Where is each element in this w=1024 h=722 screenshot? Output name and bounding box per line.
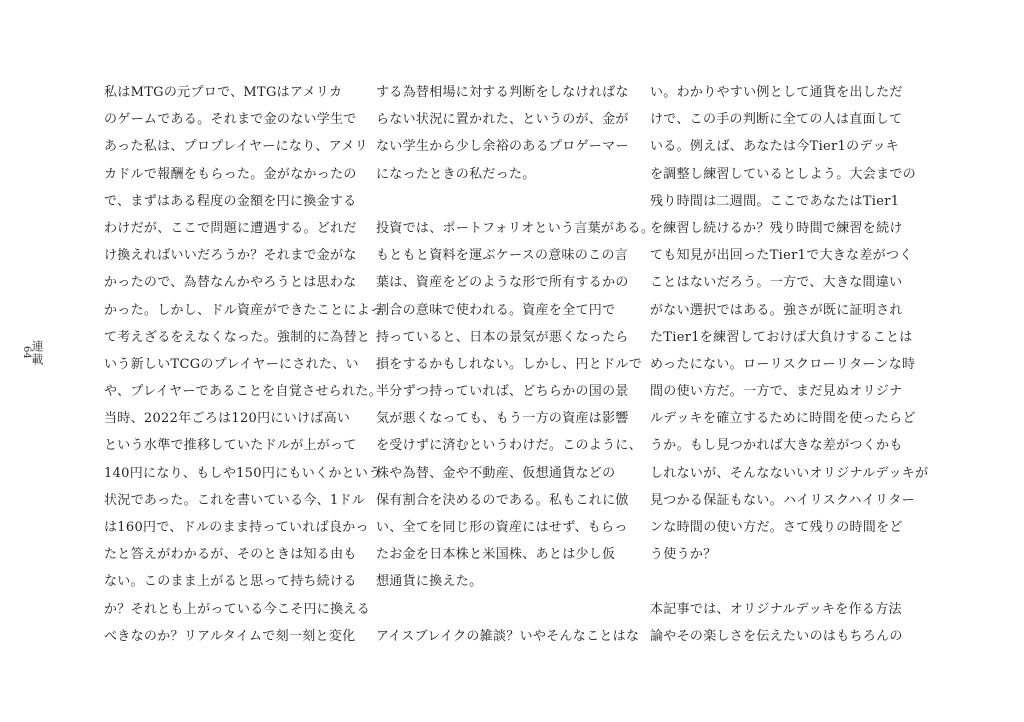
text-line: 残り時間は二週間。ここであなたはTier1: [650, 193, 900, 209]
text-column-3: [650, 79, 929, 650]
text-line: もともと資料を運ぶケースの意味のこの言: [376, 248, 629, 264]
text-line: がない選択ではある。強さが既に証明され: [650, 302, 903, 318]
text-line: け換えればいいだろうか？それまで金がな: [104, 248, 357, 264]
text-line: 株や為替、金や不動産、仮想通貨などの: [376, 465, 616, 481]
text-line: 葉は、資産をどのような形で所有するかの: [376, 275, 629, 291]
text-line: は160円で、ドルのまま持っていれば良かっ: [104, 520, 369, 535]
text-line: わけだが、ここで問題に遭遇する。どれだ: [104, 220, 357, 236]
text-line: いる。例えば、あなたは今Tier1のデッキ: [650, 139, 900, 155]
text-line: ことはないだろう。一方で、大きな間違い: [650, 275, 903, 291]
text-line: かったので、為替なんかやろうとは思わな: [104, 275, 357, 291]
text-line: べきなのか？リアルタイムで刻一刻と変化: [104, 628, 356, 644]
text-line: 割合の意味で使われる。資産を全て円で: [376, 302, 616, 318]
text-line: ない学生から少し余裕のあるプロゲーマー: [376, 139, 629, 155]
text-line: て考えざるをえなくなった。強制的に為替と: [104, 329, 371, 345]
text-line: らない状況に置かれた、というのが、金が: [376, 112, 629, 128]
text-line: うか。もし見つかれば大きな差がつくかも: [650, 438, 903, 454]
text-line: を調整し練習しているとしよう。大会までの: [650, 166, 917, 182]
text-line: 論やその楽しさを伝えたいのはもちろんの: [650, 628, 903, 644]
text-line: ンな時間の使い方だ。さて残りの時間をど: [650, 520, 903, 535]
text-line: いう新しいTCGのプレイヤーにされた、い: [104, 356, 359, 372]
text-line: あった私は、プロプレイヤーになり、アメリ: [104, 139, 368, 155]
text-line: 気が悪くなっても、もう一方の資産は影響: [376, 411, 629, 427]
text-line: い。わかりやすい例として通貨を出しただ: [650, 85, 903, 100]
page-number: 64: [21, 346, 32, 359]
text-line: しれないが、そんなないいオリジナルデッキが: [650, 465, 929, 481]
text-line: 本記事では、オリジナルデッキを作る方法: [650, 601, 902, 617]
text-line: で、まずはある程度の金額を円に換金する: [104, 193, 357, 209]
text-line: ても知見が出回ったTier1で大きな差がつく: [650, 248, 913, 264]
text-line: 損をするかもしれない。しかし、円とドルで: [376, 356, 643, 372]
text-line: のゲームである。それまで金のない学生で: [104, 112, 357, 128]
text-line: 持っていると、日本の景気が悪くなったら: [376, 329, 629, 345]
text-line: カドルで報酬をもらった。金がなかったの: [104, 166, 357, 182]
text-column-2: [376, 79, 655, 650]
text-line: や、プレイヤーであることを自覚させられた。: [104, 384, 382, 400]
text-line: ない。このまま上がると思って持ち続ける: [104, 574, 357, 590]
text-line: か？それとも上がっている今こそ円に換える: [104, 601, 371, 617]
text-line: 当時、2022年ごろは120円にいけば高い: [104, 411, 351, 427]
text-line: 半分ずつ持っていれば、どちらかの国の景: [376, 384, 629, 400]
text-line: 見つかる保証もない。ハイリスクハイリター: [650, 492, 915, 508]
text-line: たお金を日本株と米国株、あとは少し仮: [376, 547, 616, 563]
text-line: 投資では、ポートフォリオという言葉がある。: [376, 220, 655, 236]
text-line: する為替相場に対する判断をしなければな: [376, 85, 629, 100]
text-line: 140円になり、もしや150円にもいくかという: [104, 465, 382, 481]
text-line: になったときの私だった。: [376, 166, 536, 182]
text-line: を受けずに済むというわけだ。このように、: [376, 438, 643, 454]
paragraph-break: [650, 568, 894, 595]
text-line: 私はMTGの元プロで、MTGはアメリカ: [104, 85, 343, 100]
text-line: たと答えがわかるが、そのときは知る由も: [104, 547, 357, 563]
text-line: けで、この手の判断に全ての人は直面して: [650, 112, 903, 128]
text-line: めったにない。ローリスクローリターンな時: [650, 356, 916, 372]
text-line: 間の使い方だ。一方で、まだ見ぬオリジナ: [650, 384, 903, 400]
text-line: ルデッキを確立するために時間を使ったらど: [650, 411, 916, 427]
text-line: 保有割合を決めるのである。私もこれに倣: [376, 492, 629, 508]
running-head-label: 連載: [30, 340, 44, 366]
text-line: を練習し続けるか？残り時間で練習を続け: [650, 220, 903, 236]
text-line: アイスブレイクの雑談？いやそんなことはな: [376, 628, 640, 644]
text-line: たTier1を練習しておけば大負けすることは: [650, 329, 913, 345]
text-line: かった。しかし、ドル資産ができたことによっ: [104, 302, 384, 318]
text-column-1: [104, 79, 384, 650]
paragraph-break: [376, 596, 620, 623]
text-line: い、全てを同じ形の資産にはせず、もらっ: [376, 520, 628, 535]
text-line: う使うか？: [650, 547, 717, 563]
text-line: 状況であった。これを書いている今、1ドル: [104, 492, 366, 508]
text-line: 想通貨に換えた。: [376, 574, 483, 590]
text-line: という水準で推移していたドルが上がって: [104, 438, 357, 454]
paragraph-break: [376, 188, 620, 215]
